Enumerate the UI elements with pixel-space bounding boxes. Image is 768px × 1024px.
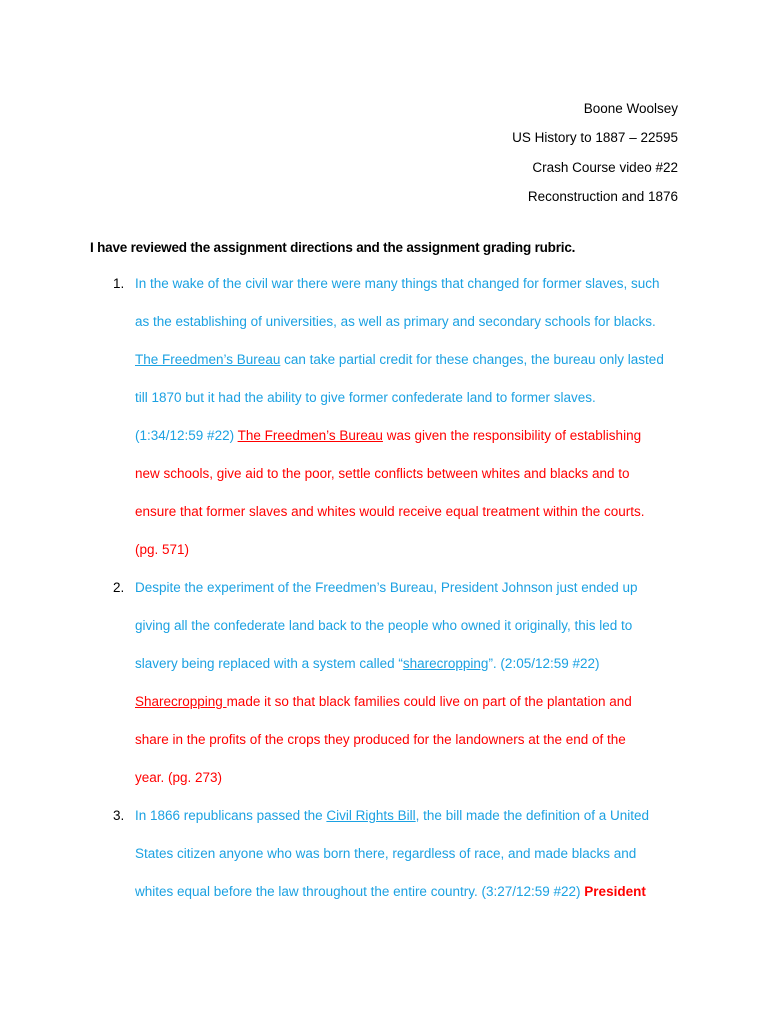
list-item (90, 797, 680, 911)
text-line (135, 265, 680, 303)
underlined-term: The Freedmen’s Bureau (237, 428, 383, 443)
underlined-term: Civil Rights Bill (326, 808, 416, 823)
underlined-term: sharecropping (402, 656, 489, 671)
text-run: new schools, give aid to the poor, settle conflicts between whites and blacks and to (135, 466, 630, 481)
text-run: was given the responsibility of establishing (382, 428, 642, 443)
text-run: giving all the confederate land back to the people who owned it originally, this led to (135, 618, 633, 633)
text-run: , the bill made the definition of a United (415, 808, 650, 823)
text-run: till 1870 but it had the ability to give former confederate land to former slaves. (135, 390, 596, 405)
text-run: made it so that black families could live on part of the plantation and (226, 694, 632, 709)
list-item (90, 265, 680, 569)
topic-name: Reconstruction and 1876 (527, 188, 678, 204)
text-run: Despite the experiment of the Freedmen’s Bureau, President Johnson just ended up (135, 580, 638, 595)
underlined-term: The Freedmen’s Bureau (135, 352, 281, 367)
text-run: (1:34/12:59 #22) (135, 428, 238, 443)
text-line (135, 569, 680, 607)
text-run: In the wake of the civil war there were many things that changed for former slaves, such (135, 276, 660, 291)
course-name: US History to 1887 – 22595 (512, 130, 678, 146)
text-line (135, 493, 680, 531)
list-item (90, 569, 680, 797)
text-run: whites equal before the law throughout the entire country. (3:27/12:59 #22) (135, 884, 585, 899)
text-line (135, 531, 680, 569)
text-run: (pg. 571) (135, 542, 190, 557)
text-line (135, 341, 680, 379)
list-number: 2. (113, 580, 125, 595)
text-line (135, 455, 680, 493)
text-run: In 1866 republicans passed the (135, 808, 327, 823)
review-statement: I have reviewed the assignment directions and the assignment grading rubric. (90, 240, 576, 255)
text-line (135, 607, 680, 645)
list-number: 3. (113, 808, 125, 823)
text-line (135, 873, 680, 911)
numbered-list (90, 265, 680, 911)
text-line (135, 645, 680, 683)
text-run: States citizen anyone who was born there, regardless of race, and made blacks and (135, 846, 637, 861)
underlined-term: Sharecropping (135, 694, 227, 709)
text-line (135, 379, 680, 417)
text-run: can take partial credit for these changes, the bureau only lasted (280, 352, 664, 367)
text-run: as the establishing of universities, as well as primary and secondary schools for blacks. (135, 314, 656, 329)
text-run: share in the profits of the crops they produced for the landowners at the end of the (135, 732, 626, 747)
student-name: Boone Woolsey (583, 101, 678, 116)
text-line (135, 721, 680, 759)
text-line (135, 797, 680, 835)
text-line (135, 417, 680, 455)
text-line (135, 835, 680, 873)
text-run: slavery being replaced with a system called “ (135, 656, 403, 671)
text-run: President (584, 884, 646, 899)
text-run: ”. (2:05/12:59 #22) (488, 656, 600, 671)
text-run: ensure that former slaves and whites would receive equal treatment within the courts. (135, 504, 645, 519)
text-line (135, 759, 680, 797)
text-run: year. (pg. 273) (135, 770, 223, 785)
text-line (135, 303, 680, 341)
assignment-name: Crash Course video #22 (532, 159, 678, 175)
list-number: 1. (113, 276, 125, 291)
header-block (512, 94, 678, 211)
text-line (135, 683, 680, 721)
